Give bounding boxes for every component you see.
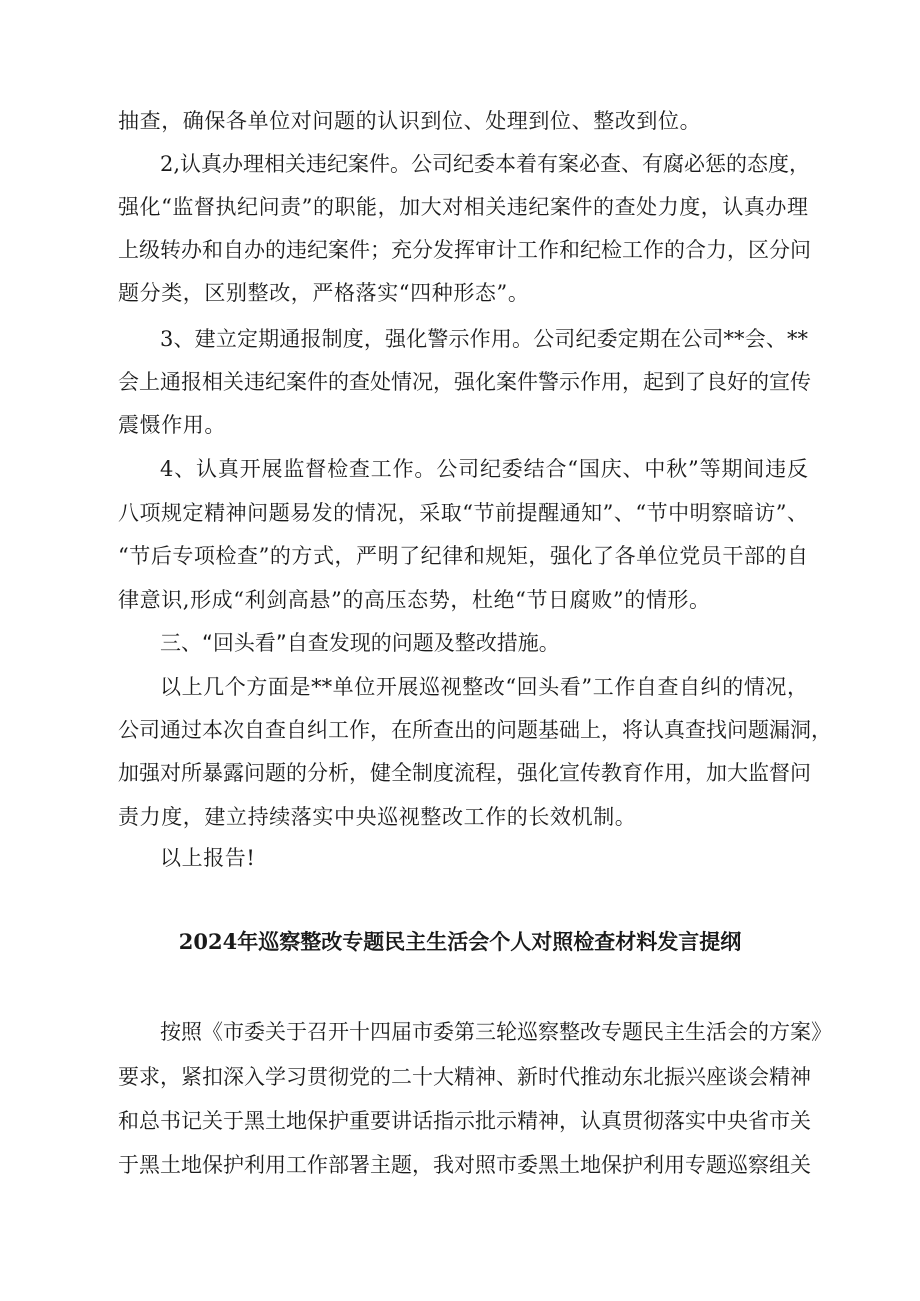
paragraph-line: 题分类，区别整改，严格落实“四种形态”。 bbox=[118, 281, 530, 305]
paragraph-line: 要求，紧扣深入学习贯彻党的二十大精神、新时代推动东北振兴座谈会精神 bbox=[118, 1065, 811, 1089]
paragraph-line: 抽查，确保各单位对问题的认识到位、处理到位、整改到位。 bbox=[118, 109, 702, 133]
paragraph-line: 加强对所暴露问题的分析，健全制度流程，强化宣传教育作用，加大监督问 bbox=[118, 761, 811, 785]
paragraph-line: 强化“监督执纪问责”的职能，加大对相关违纪案件的查处力度，认真办理 bbox=[118, 195, 808, 219]
paragraph-line: 以上几个方面是**单位开展巡视整改“回头看”工作自查自纠的情况， bbox=[160, 675, 808, 699]
paragraph-line: 4、认真开展监督检查工作。公司纪委结合“国庆、中秋”等期间违反 bbox=[160, 457, 808, 481]
paragraph-line: 按照《市委关于召开十四届市委第三轮巡察整改专题民主生活会的方案》 bbox=[160, 1020, 832, 1044]
paragraph-line: 于黑土地保护利用工作部署主题，我对照市委黑土地保护利用专题巡察组关 bbox=[118, 1153, 811, 1177]
paragraph-line: 2,认真办理相关违纪案件。公司纪委本着有案必查、有腐必惩的态度， bbox=[160, 152, 811, 176]
paragraph-line: 责力度，建立持续落实中央巡视整改工作的长效机制。 bbox=[118, 805, 637, 829]
paragraph-line: 会上通报相关违纪案件的查处情况，强化案件警示作用，起到了良好的宣传 bbox=[118, 370, 811, 394]
paragraph-line: 公司通过本次自查自纠工作，在所查出的问题基础上，将认真查找问题漏洞， bbox=[118, 718, 832, 742]
paragraph-line: 震慑作用。 bbox=[118, 413, 226, 437]
document-title: 2024年巡察整改专题民主生活会个人对照检查材料发言提纲 bbox=[178, 929, 742, 954]
closing-line: 以上报告! bbox=[160, 846, 256, 870]
paragraph-line: 八项规定精神问题易发的情况，采取“节前提醒通知”、“节中明察暗访”、 bbox=[118, 501, 808, 525]
paragraph-line: “节后专项检查”的方式，严明了纪律和规矩，强化了各单位党员干部的自 bbox=[118, 544, 808, 568]
paragraph-line: 律意识,形成“利剑高悬”的高压态势，杜绝“节日腐败”的情形。 bbox=[118, 588, 711, 612]
section-heading: 三、“回头看”自查发现的问题及整改措施。 bbox=[160, 631, 560, 655]
paragraph-line: 3、建立定期通报制度，强化警示作用。公司纪委定期在公司**会、** bbox=[160, 327, 808, 351]
paragraph-line: 和总书记关于黑土地保护重要讲话指示批示精神，认真贯彻落实中央省市关 bbox=[118, 1109, 811, 1133]
paragraph-line: 上级转办和自办的违纪案件；充分发挥审计工作和纪检工作的合力，区分问 bbox=[118, 238, 811, 262]
